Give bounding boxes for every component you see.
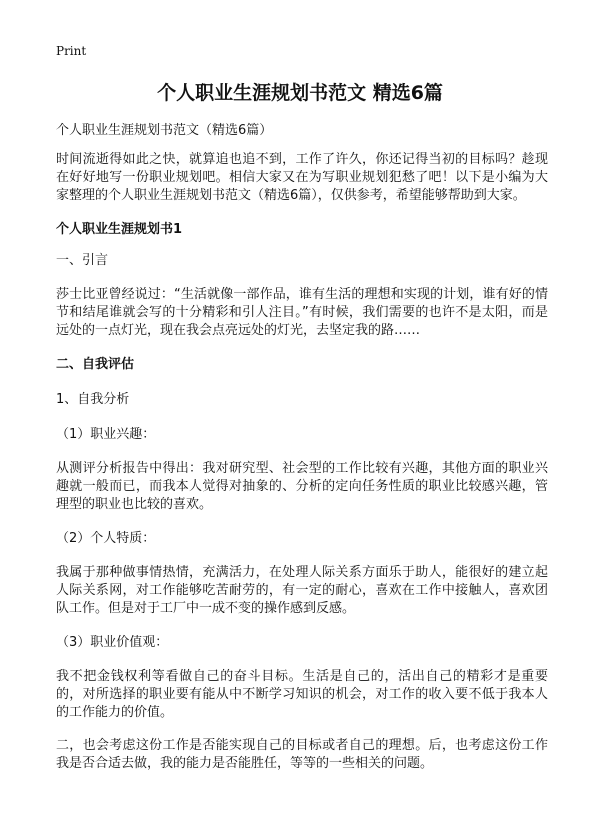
heading-personal-traits: （2）个人特质：: [56, 531, 156, 546]
heading-self-assessment: 二、自我评估: [56, 357, 135, 372]
heading-self-analysis: 1、自我分析: [56, 392, 130, 407]
closing-paragraph: 二，也会考虑这份工作是否能实现自己的目标或者自己的理想。后，也考虑这份工作我是否合适去做，我的能力是否能胜任，等等的一些相关的问题。: [56, 738, 548, 771]
quote-paragraph: 莎士比亚曾经说过：“生活就像一部作品，谁有生活的理想和实现的计划，谁有好的情节和结尾谁就会写的十分精彩和引人注目。”有时候，我们需要的也许不是太阳，而是远处的一点灯光，现在我会点亮远处的灯光，去坚定我的路……: [56, 287, 548, 338]
article-body: [56, 121, 548, 788]
section-title: 个人职业生涯规划书1: [56, 222, 183, 237]
print-link[interactable]: Print: [56, 44, 87, 58]
personal-traits-paragraph: 我属于那种做事情热情，充满活力，在处理人际关系方面乐于助人，能很好的建立起人际关系网，对工作能够吃苦耐劳的，有一定的耐心，喜欢在工作中接触人，喜欢团队工作。但是对于工厂中一成不变的操作感到反感。: [56, 565, 548, 616]
heading-introduction: 一、引言: [56, 253, 109, 268]
article-subtitle: 个人职业生涯规划书范文（精选6篇）: [56, 123, 273, 138]
page-title: 个人职业生涯规划书范文 精选6篇: [157, 82, 443, 104]
career-interest-paragraph: 从测评分析报告中得出：我对研究型、社会型的工作比较有兴趣，其他方面的职业兴趣就一般而已，而我本人觉得对抽象的、分析的定向任务性质的职业比较感兴趣，管理型的职业也比较的喜欢。: [56, 461, 548, 512]
heading-career-interest: （1）职业兴趣：: [56, 427, 156, 442]
heading-career-values: （3）职业价值观：: [56, 635, 169, 650]
career-values-paragraph: 我不把金钱权利等看做自己的奋斗目标。生活是自己的，活出自己的精彩才是重要的，对所选择的职业要有能从中不断学习知识的机会，对工作的收入要不低于我本人的工作能力的价值。: [56, 669, 548, 720]
intro-paragraph: 时间流逝得如此之快，就算追也追不到，工作了许久，你还记得当初的目标吗？趁现在好好地写一份职业规划吧。相信大家又在为写职业规划犯愁了吧！以下是小编为大家整理的个人职业生涯规划书范文（精选6篇），仅供参考，希望能够帮助到大家。: [56, 152, 548, 203]
